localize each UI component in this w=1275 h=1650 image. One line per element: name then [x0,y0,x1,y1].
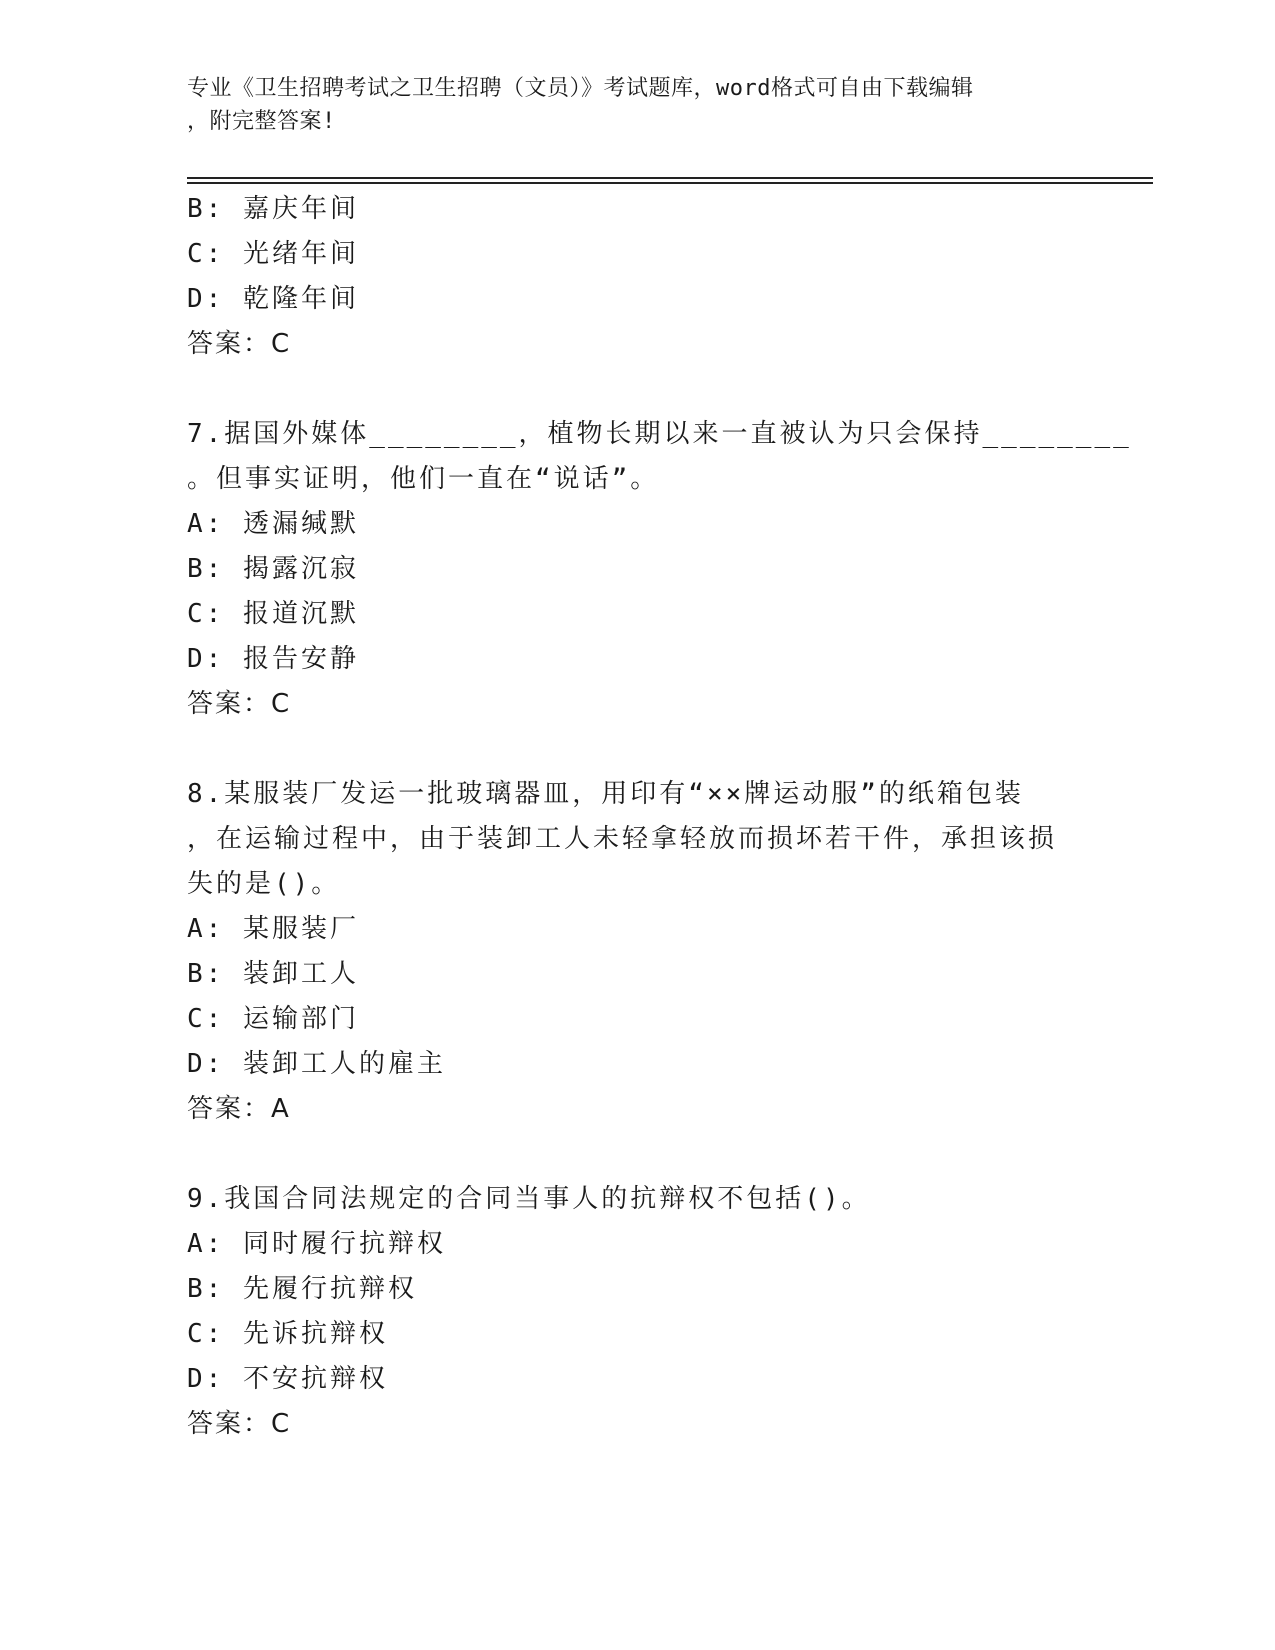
question-text-line: 9.我国合同法规定的合同当事人的抗辩权不包括()。 [187,1184,871,1214]
option-c: C: 报道沉默 [187,599,359,629]
option-d: D: 报告安静 [187,644,359,674]
header-line-1: 专业《卫生招聘考试之卫生招聘（文员）》考试题库，word格式可自由下载编辑 [187,76,974,101]
question-7 [187,412,1132,727]
option-d: D: 不安抗辩权 [187,1364,388,1394]
option-c: C: 先诉抗辩权 [187,1319,388,1349]
document-header [187,72,1067,138]
option-d: D: 装卸工人的雇主 [187,1049,446,1079]
option-a: A: 透漏缄默 [187,509,359,539]
spacer [187,367,1067,412]
document-body [187,187,1132,1447]
question-text-line: 失的是()。 [187,869,341,899]
option-b: B: 嘉庆年间 [187,194,359,224]
option-c: C: 运输部门 [187,1004,359,1034]
answer-line: 答案：C [187,329,292,359]
option-a: A: 某服装厂 [187,914,359,944]
option-c: C: 光绪年间 [187,239,359,269]
question-text-line: 7.据国外媒体________，植物长期以来一直被认为只会保持________ [187,419,1132,449]
answer-line: 答案：C [187,689,292,719]
answer-line: 答案：C [187,1409,292,1439]
option-a: A: 同时履行抗辩权 [187,1229,446,1259]
answer-line: 答案：A [187,1094,291,1124]
spacer [187,1132,1067,1177]
option-b: B: 揭露沉寂 [187,554,359,584]
option-d: D: 乾隆年间 [187,284,359,314]
header-divider-top [187,177,1153,179]
option-b: B: 先履行抗辩权 [187,1274,417,1304]
question-text-line: 8.某服装厂发运一批玻璃器皿，用印有“××牌运动服”的纸箱包装 [187,779,1024,809]
question-8 [187,772,1067,1132]
header-line-2: ，附完整答案! [187,109,336,134]
question-9 [187,1177,1067,1447]
question-6-continuation [187,187,1067,367]
header-divider-bottom [187,182,1153,184]
question-text-line: ，在运输过程中，由于装卸工人未轻拿轻放而损坏若干件，承担该损 [187,824,1058,854]
option-b: B: 装卸工人 [187,959,359,989]
question-text-line: 。但事实证明，他们一直在“说话”。 [187,464,660,494]
spacer [187,727,1067,772]
